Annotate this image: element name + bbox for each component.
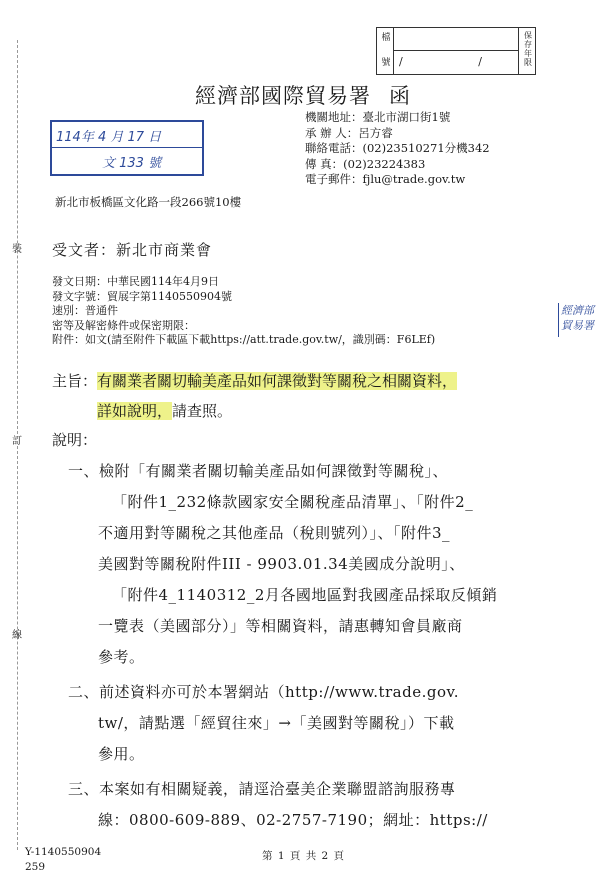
contact-email: 電子郵件：fjlu@trade.gov.tw [305, 172, 466, 186]
subject-label: 主旨： [52, 372, 98, 390]
explanation-line: 「附件1_232條款國家安全關稅產品清單」、「附件2_ [112, 493, 474, 511]
explanation-line: 一覽表（美國部分）」等相關資料，請惠轉知會員廠商 [98, 617, 463, 635]
meta-attachment: 附件：如文(請至附件下載區下載https://att.trade.gov.tw/，識別碼：F6LEf) [52, 333, 436, 346]
page-number: 第 1 頁 共 2 頁 [262, 850, 346, 862]
doc-type: 函 [389, 84, 411, 108]
recipient: 受文者：新北市商業會 [52, 241, 213, 259]
explanation-line: 一、檢附「有關業者關切輸美產品如何課徵對等關稅」、 [68, 462, 449, 480]
explanation-line: 參考。 [98, 648, 145, 666]
meta-date: 發文日期：中華民國114年4月9日 [52, 275, 219, 288]
meta-doc-number: 發文字號：貿展字第1140550904號 [52, 289, 232, 303]
explanation-line: tw/，請點選「經貿往來」→「美國對等關稅」）下載 [98, 714, 455, 732]
meta-confidentiality: 密等及解密條件或保密期限： [52, 318, 195, 332]
explanation-line: 線：0800-609-889、02-2757-7190；網址：https:// [98, 811, 488, 829]
explanation-line: 不適用對等關稅之其他產品（稅則號列）」、「附件3_ [98, 524, 451, 542]
subject-highlight-1: 有關業者關切輸美產品如何課徵對等關稅之相關資料， [97, 372, 458, 390]
explanation-line: 「附件4_1140312_2月各國地區對我國產品採取反傾銷 [112, 586, 498, 604]
explanation-line: 三、本案如有相關疑義，請逕洽臺美企業聯盟諮詢服務專 [68, 780, 456, 798]
contact-fax: 傳 真：(02)23224383 [305, 156, 426, 171]
file-number-box [376, 27, 536, 75]
footer-doc-number: Y-1140550904 [25, 846, 102, 858]
explanation-line: 參用。 [98, 745, 145, 763]
explanation-line: 二、前述資料亦可於本署網站（http://www.trade.gov. [68, 683, 459, 701]
file-box-retention-label: 保存年限 [524, 31, 532, 67]
subject-highlight-2: 詳如說明， [97, 402, 173, 420]
subject-rest: 請查照。 [172, 402, 233, 420]
received-stamp-number: 文 133 號 [102, 156, 162, 171]
side-stamp-line1: 經濟部 [561, 304, 594, 317]
meta-speed: 速別：普通件 [52, 304, 118, 317]
contact-officer: 承 辦 人：呂方睿 [305, 125, 393, 140]
received-stamp [50, 120, 204, 176]
file-box-slashes: / / [399, 55, 518, 68]
contact-block [305, 110, 490, 188]
side-stamp [558, 303, 613, 337]
file-box-label-top: 檔 [381, 33, 391, 43]
margin-mark-ding: 訂 [12, 436, 22, 447]
margin-mark-xian: 線 [12, 630, 22, 641]
explanation-header: 說明： [52, 431, 98, 449]
recipient-address: 新北市板橋區文化路一段266號10樓 [55, 195, 242, 209]
explanation-line: 美國對等關稅附件III - 9903.01.34美國成分說明」、 [98, 555, 465, 573]
subject [52, 366, 552, 426]
contact-address: 機關地址：臺北市湖口街1號 [305, 110, 451, 124]
margin-mark-zhuang: 裝 [12, 244, 22, 255]
received-stamp-date: 114年 4 月 17 日 [56, 130, 162, 145]
footer-left [25, 845, 101, 875]
footer-seq: 259 [25, 861, 46, 873]
file-box-label-bottom: 號 [381, 58, 391, 68]
page-title [195, 80, 411, 110]
meta-block [52, 275, 435, 348]
side-stamp-line2: 貿易署 [561, 319, 594, 332]
org-name: 經濟部國際貿易署 [195, 84, 371, 108]
contact-phone: 聯絡電話：(02)23510271分機342 [305, 141, 490, 155]
